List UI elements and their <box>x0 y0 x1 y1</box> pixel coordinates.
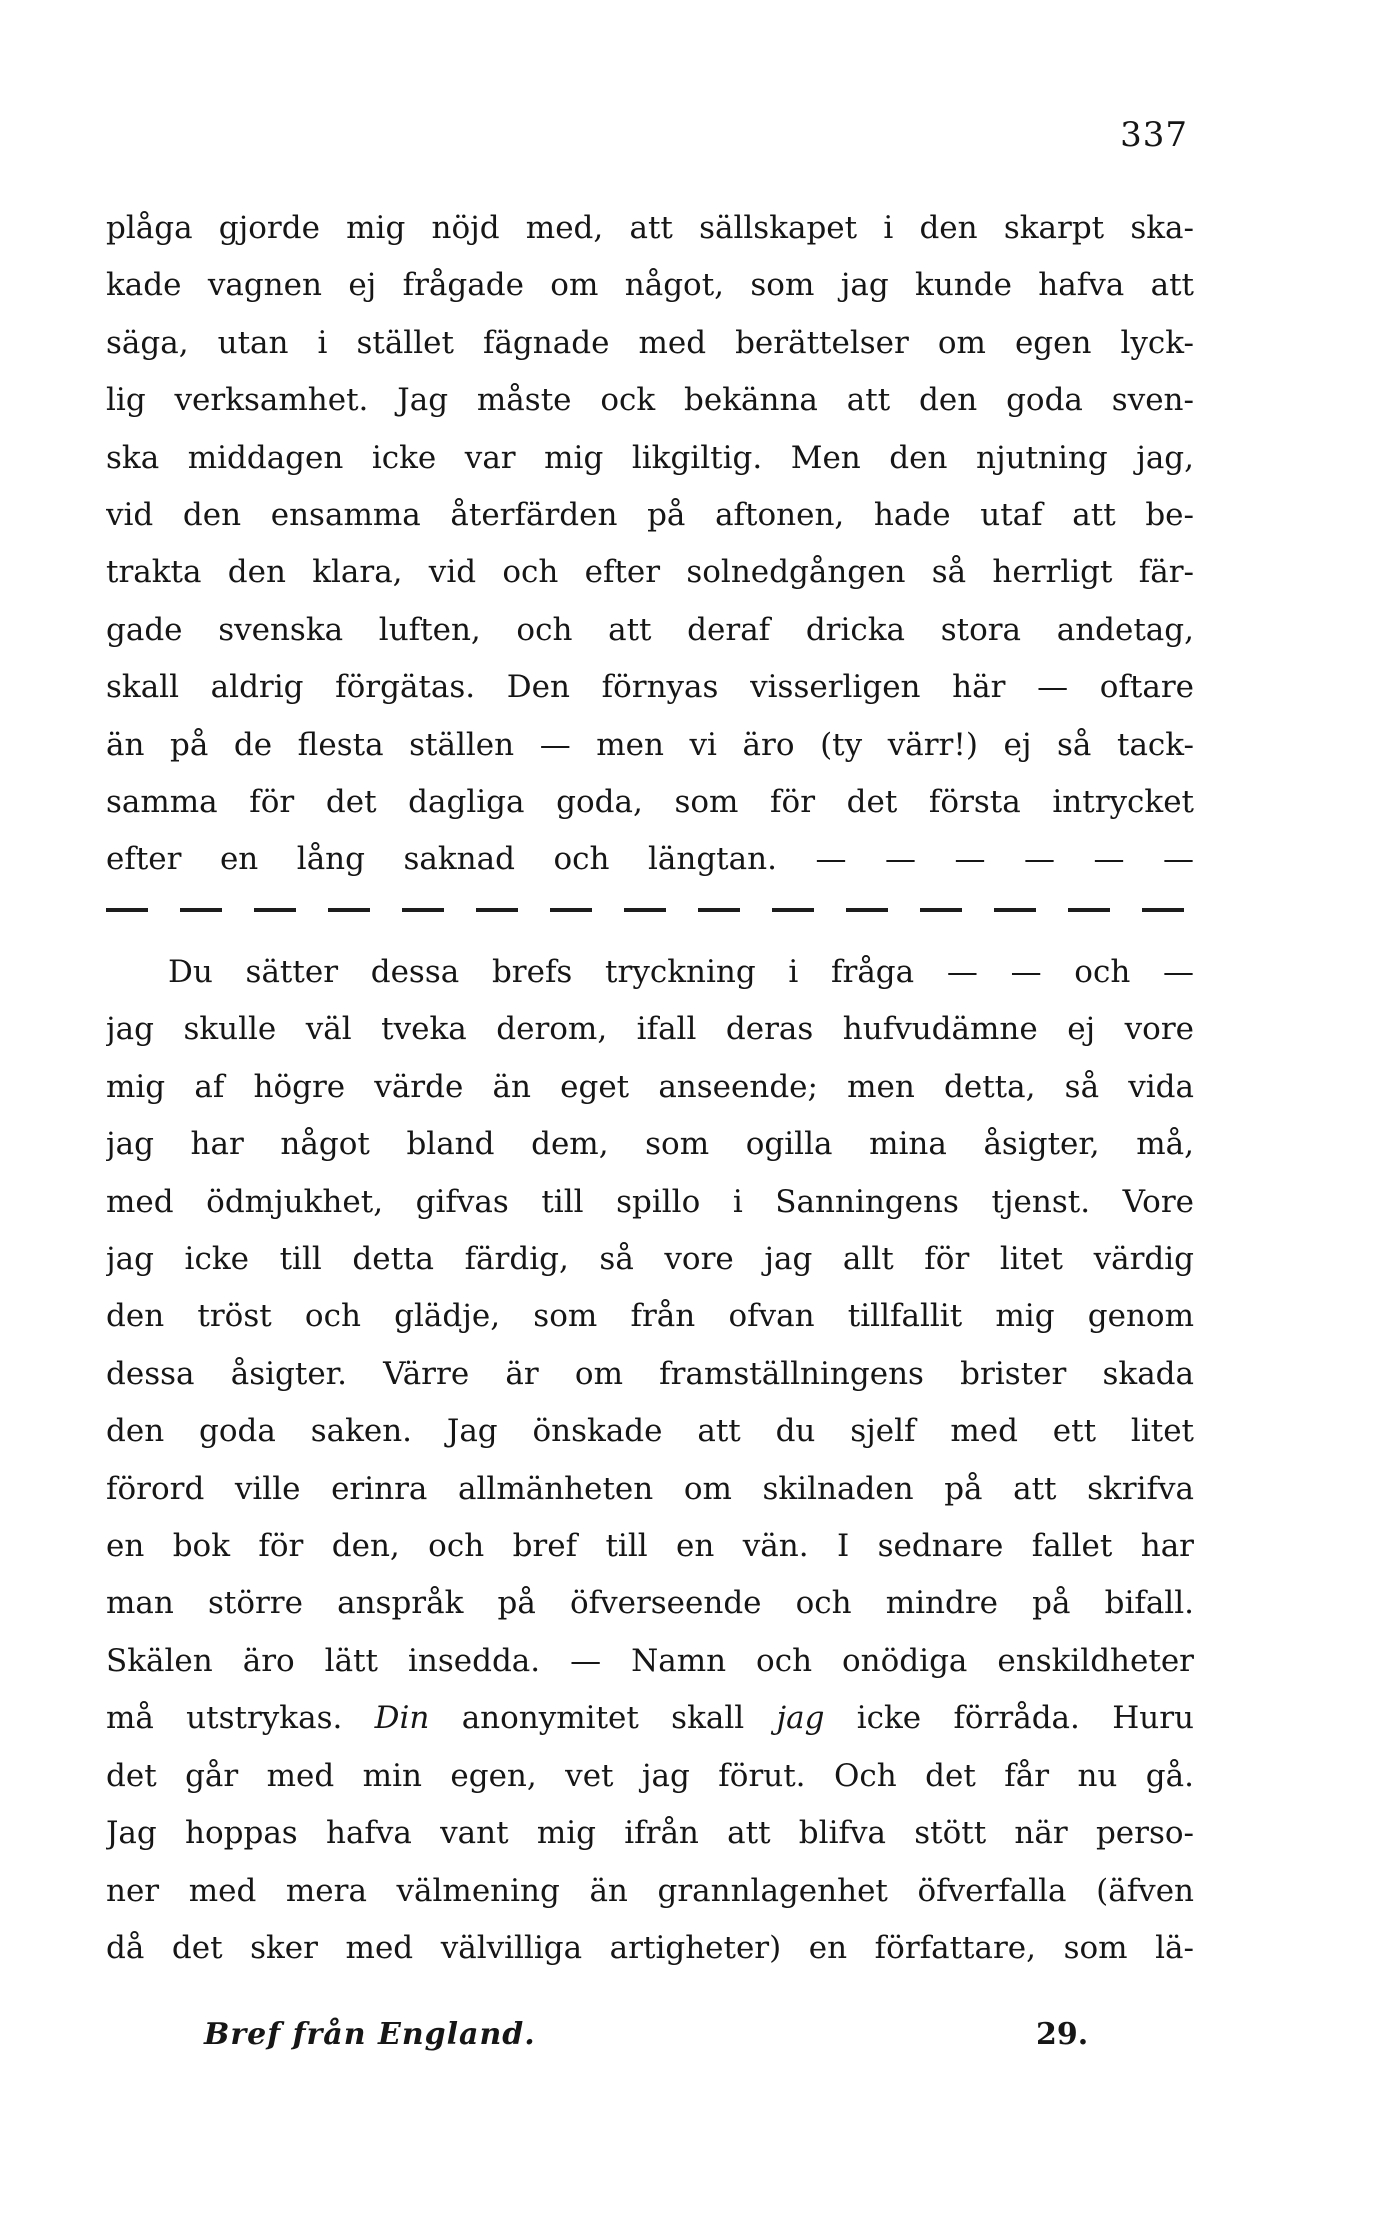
text-line: förord ville erinra allmänheten om skilnaden på att skrifva <box>106 1470 1194 1507</box>
text-line: då det sker med välvilliga artigheter) en författare, som lä- <box>106 1929 1194 1966</box>
text-line: trakta den klara, vid och efter solnedgången så herrligt fär- <box>106 554 1194 591</box>
text-line: plåga gjorde mig nöjd med, att sällskapet i den skarpt ska- <box>106 210 1194 246</box>
text-line: samma för det dagliga goda, som för det första intrycket <box>106 784 1194 821</box>
text-line: Skälen äro lätt insedda. — Namn och onödiga enskildheter <box>106 1642 1194 1679</box>
text-line: med ödmjukhet, gifvas till spillo i Sanningens tjenst. Vore <box>106 1183 1194 1220</box>
text-segment: må utstrykas. <box>106 1700 375 1737</box>
paragraph-two <box>106 944 1194 1977</box>
page-footer <box>106 2017 1194 2067</box>
text-line: ner med mera välmening än grannlagenhet öfverfalla (äfven <box>106 1872 1194 1909</box>
dashed-separator <box>106 908 1194 912</box>
text-line: än på de flesta ställen — men vi äro (ty värr!) ej så tack- <box>106 726 1194 763</box>
text-segment: icke förråda. Huru <box>824 1700 1194 1737</box>
text-line <box>106 1690 1194 1747</box>
page-number: 337 <box>1120 115 1188 155</box>
text-line: det går med min egen, vet jag förut. Och det får nu gå. <box>106 1757 1194 1794</box>
paragraph-one <box>106 200 1194 889</box>
text-line: gade svenska luften, och att deraf dricka stora andetag, <box>106 611 1194 648</box>
text-line: Du sätter dessa brefs tryckning i fråga — — och — <box>168 954 1194 990</box>
text-line: den goda saken. Jag önskade att du sjelf med ett litet <box>106 1413 1194 1450</box>
text-line: jag skulle väl tveka derom, ifall deras hufvudämne ej vore <box>106 1011 1194 1048</box>
text-line: dessa åsigter. Värre är om framställningens brister skada <box>106 1355 1194 1392</box>
text-line: jag har något bland dem, som ogilla mina åsigter, må, <box>106 1126 1194 1163</box>
text-line: säga, utan i stället fägnade med berättelser om egen lyck- <box>106 324 1194 361</box>
text-line: lig verksamhet. Jag måste ock bekänna att den goda sven- <box>106 382 1194 419</box>
text-line: jag icke till detta färdig, så vore jag allt för litet värdig <box>106 1241 1194 1278</box>
text-line: vid den ensamma återfärden på aftonen, hade utaf att be- <box>106 497 1194 534</box>
text-line: kade vagnen ej frågade om något, som jag kunde hafva att <box>106 267 1194 304</box>
emphasis-din: Din <box>374 1700 430 1737</box>
signature-mark: 29. <box>1036 2017 1089 2052</box>
running-title: Bref från England. <box>204 2017 536 2052</box>
emphasis-jag: jag <box>776 1700 825 1737</box>
text-line: efter en lång saknad och längtan. — — — — — — <box>106 841 1194 878</box>
text-line: mig af högre värde än eget anseende; men detta, så vida <box>106 1068 1194 1105</box>
text-line: man större anspråk på öfverseende och mindre på bifall. <box>106 1585 1194 1622</box>
text-segment: anonymitet skall <box>429 1700 777 1737</box>
text-line: Jag hoppas hafva vant mig ifrån att blifva stött när perso- <box>106 1815 1194 1852</box>
text-line: skall aldrig förgätas. Den förnyas visserligen här — oftare <box>106 669 1194 706</box>
text-line: en bok för den, och bref till en vän. I sednare fallet har <box>106 1528 1194 1565</box>
text-line: den tröst och glädje, som från ofvan tillfallit mig genom <box>106 1298 1194 1335</box>
text-line: ska middagen icke var mig likgiltig. Men den njutning jag, <box>106 439 1194 476</box>
